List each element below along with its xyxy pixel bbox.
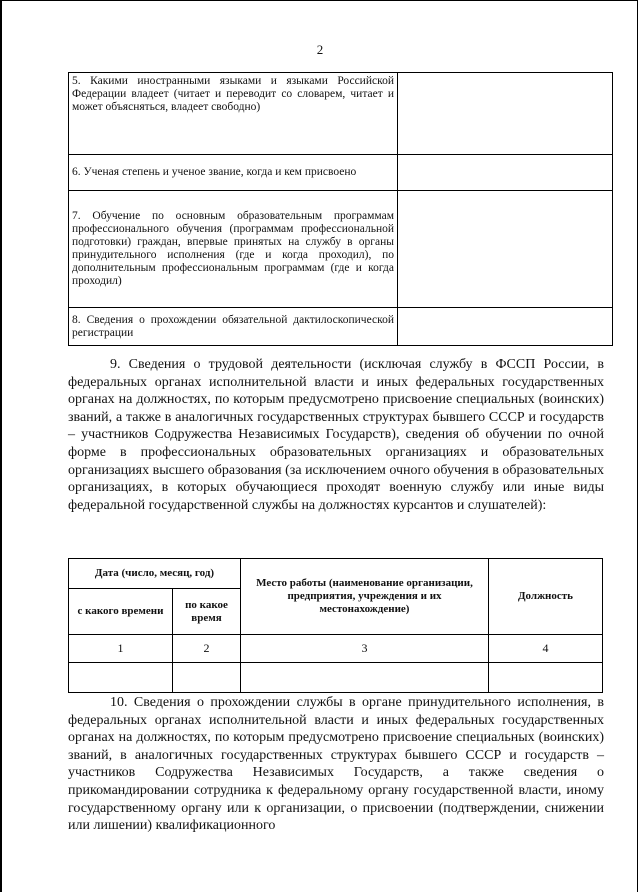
place-header: Место работы (наименование организации, предприятия, учреждения и их местонахождение) [241,559,489,635]
col-number-3: 3 [241,635,489,663]
table-row [69,191,613,308]
question-5-answer[interactable] [398,73,613,155]
empty-cell[interactable] [173,663,241,693]
section-9-body: 9. Сведения о трудовой деятельности (исключая службу в ФССП России, в федеральных органах исполнительной власти и иных федеральных государственных органах на должностях, по которым предусмотрено присвоение специальных (воинских) званий, а также в аналогичных государственных структурах бывшего СССР и государств – участников Содружества Независимых Государств), сведения об обучении по очной форме в профессиональных образовательных организациях и образовательных организациях высшего образования (за исключением очного обучения в образовательных организациях, в которых обучающиеся проходят военную службу или иные виды федеральной государственной службы на должностях курсантов и слушателей): [68,357,604,513]
table-row [69,559,603,589]
table-row [69,155,613,191]
empty-cell[interactable] [489,663,603,693]
table-row [69,663,603,693]
question-5-label: 5. Какими иностранными языками и языками Российской Федерации владеет (читает и переводит со словарем, читает и может объясняться, владеет свободно) [69,73,398,155]
section-10-body: 10. Сведения о прохождении службы в органе принудительного исполнения, в федеральных органах исполнительной власти и иных федеральных государственных органах на должностях, по которым предусмотрено присвоение специальных (воинских) званий, в аналогичных государственных структурах бывшего СССР и государств – участников Содружества Независимых Государств, а также сведения о прикомандировании сотрудника к федеральному органу государственной власти, иному государственному органу или к организации, о присвоении (подтверждении, снижении или лишении) квалификационного [68,695,604,834]
question-7-answer[interactable] [398,191,613,308]
table-row [69,635,603,663]
question-8-answer[interactable] [398,308,613,346]
page-number: 2 [316,42,324,57]
empty-cell[interactable] [69,663,173,693]
table-row [69,308,613,346]
work-history-table [68,558,603,693]
section-9-text [68,356,604,514]
col-number-1: 1 [69,635,173,663]
question-8-label: 8. Сведения о прохождении обязательной дактилоскопической регистрации [69,308,398,346]
question-6-label: 6. Ученая степень и ученое звание, когда и кем присвоено [69,155,398,191]
date-header: Дата (число, месяц, год) [69,559,241,589]
to-header: по какое время [173,589,241,635]
from-header: с какого времени [69,589,173,635]
col-number-2: 2 [173,635,241,663]
question-6-answer[interactable] [398,155,613,191]
position-header: Должность [489,559,603,635]
empty-cell[interactable] [241,663,489,693]
table-row [69,73,613,155]
questionnaire-table [68,72,613,346]
section-10-text [68,694,604,835]
col-number-4: 4 [489,635,603,663]
question-7-label: 7. Обучение по основным образовательным программам профессионального обучения (программам профессиональной подготовки) граждан, впервые принятых на службу в органы принудительного исполнения (где и когда проходил), по дополнительным профессиональным программам (где и когда проходил) [69,191,398,308]
